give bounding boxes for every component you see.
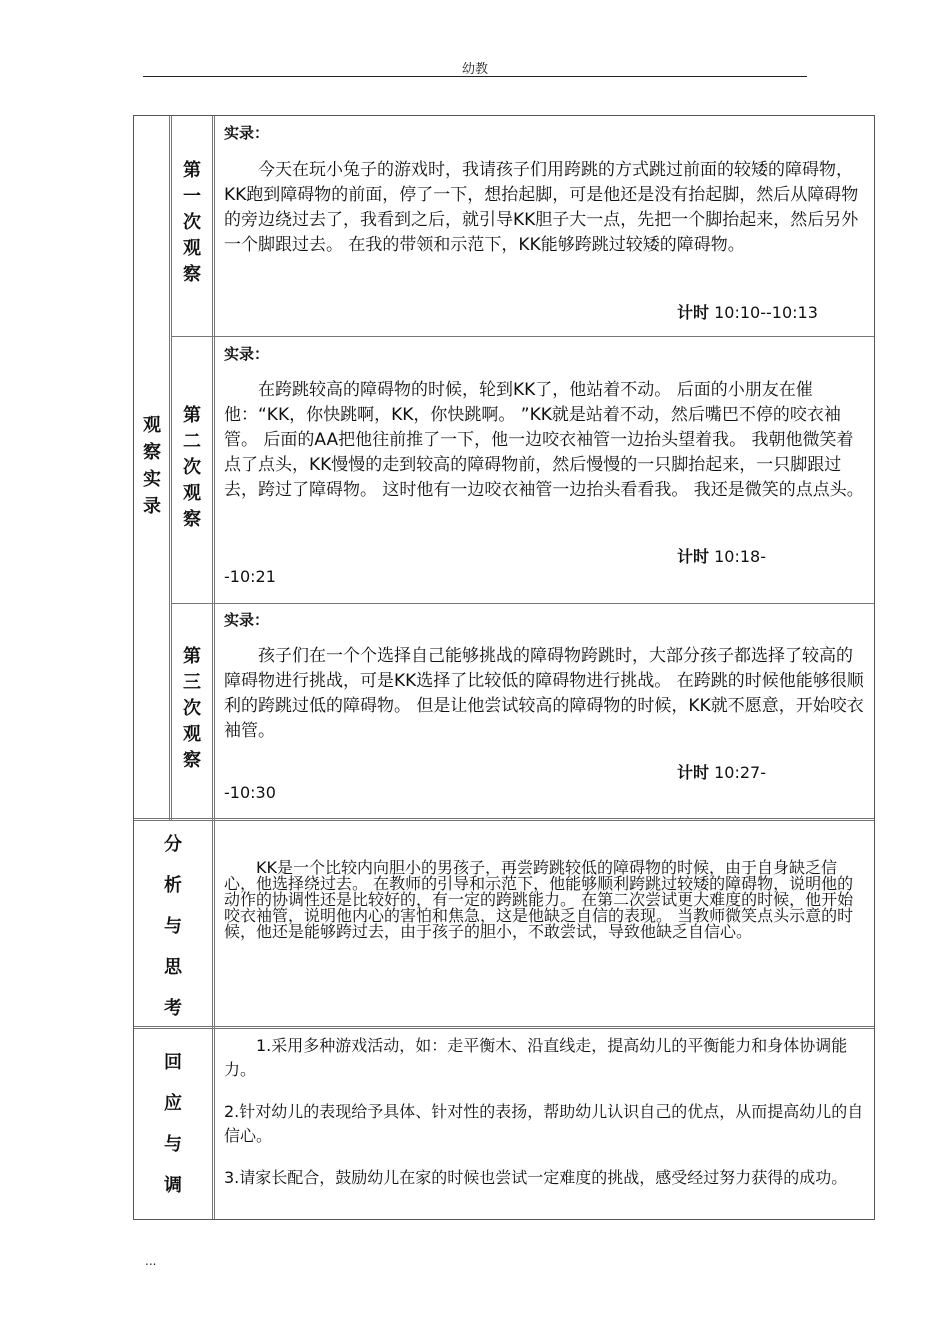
observation-table [133, 115, 875, 1220]
observation-3-text: 孩子们在一个个选择自己能够挑战的障碍物跨跳时，大部分孩子都选择了较高的障碍物进行挑战，可是KK选择了比较低的障碍物进行挑战。 在跨跳的时候他能够很顺利的跨跳过低的障碍物。 但是让他尝试较高的障碍物的时候，KK就不愿意，开始咬衣袖管。 [224, 646, 864, 741]
header-rule [143, 76, 807, 77]
observation-1-body [224, 158, 868, 258]
time-value: 10:18- [709, 547, 766, 566]
time-label: 计时 [677, 547, 710, 566]
observation-1-heading: 实录： [224, 124, 270, 142]
observation-1-text: 今天在玩小兔子的游戏时，我请孩子们用跨跳的方式跳过前面的较矮的障碍物，KK跑到障碍物的前面，停了一下，想抬起脚，可是他还是没有抬起脚，然后从障碍物的旁边绕过去了，我看到之后，就引导KK胆子大一点，先把一个脚抬起来，然后另外一个脚跟过去。 在我的带领和示范下，KK能够跨跳过较矮的障碍物。 [224, 160, 859, 255]
response-label [134, 1042, 212, 1206]
observation-2-text: 在跨跳较高的障碍物的时候，轮到KK了，他站着不动。 后面的小朋友在催他：“KK，你快跳啊，KK，你快跳啊。 ”KK就是站着不动，然后嘴巴不停的咬衣袖管。 后面的AA把他往前推了一下，他一边咬衣袖管一边抬头望着我。 我朝他微笑着点了点头，KK慢慢的走到较高的障碍物前，然后慢慢的一只脚抬起来，一只脚跟过去，跨过了障碍物。 这时他有一边咬衣袖管一边抬头看看我。 我还是微笑的点点头。 [224, 380, 864, 500]
response-item-1: 1.采用多种游戏活动，如：走平衡木、沿直线走，提高幼儿的平衡能力和身体协调能力。 [224, 1036, 848, 1079]
label-char: 察 [143, 442, 161, 463]
label-char: 观 [183, 238, 201, 259]
label-char: 观 [183, 483, 201, 504]
label-char: 分 [164, 834, 182, 855]
observation-2-time-line1 [677, 544, 766, 567]
time-label: 计时 [677, 763, 710, 782]
response-body [224, 1034, 868, 1190]
observation-3-time-line2: -10:30 [224, 783, 276, 802]
label-char: 二 [183, 431, 201, 452]
analysis-text: KK是一个比较内向胆小的男孩子，再尝跨跳较低的障碍物的时候，由于自身缺乏信心，他选择绕过去。 在教师的引导和示范下，他能够顺利跨跳过较矮的障碍物，说明他的动作的协调性还是比较好的，有一定的跨跳能力。 在第二次尝试更大难度的时候，他开始咬衣袖管，说明他内心的害怕和焦急，这是他缺乏自信的表现。 当教师微笑点头示意的时候，他还是能够跨过去，由于孩子的胆小，不敢尝试，导致他缺乏自信心。 [224, 858, 854, 941]
observation-2-time-line2: -10:21 [224, 567, 276, 586]
label-char: 析 [164, 875, 182, 896]
label-char: 察 [183, 264, 201, 285]
header-title: 幼教 [461, 62, 488, 77]
row-divider-4 [134, 1026, 874, 1029]
label-char: 一 [183, 186, 201, 207]
time-value: 10:10--10:13 [709, 303, 818, 322]
label-char: 应 [164, 1093, 182, 1114]
row-divider-2 [172, 603, 874, 604]
observation-1-time [677, 300, 818, 323]
analysis-body [224, 860, 868, 940]
label-char: 察 [183, 509, 201, 530]
observation-3-label [172, 644, 212, 774]
observation-3-time-line1 [677, 760, 766, 783]
label-char: 与 [164, 916, 182, 937]
observation-2-body [224, 378, 868, 503]
label-char: 与 [164, 1134, 182, 1155]
label-char: 三 [183, 672, 201, 693]
row-divider-3 [134, 818, 874, 821]
label-char: 回 [164, 1052, 182, 1073]
analysis-label [134, 824, 212, 1029]
label-char: 次 [183, 212, 201, 233]
section-label-observation [134, 412, 170, 520]
label-char: 第 [183, 160, 201, 181]
observation-1-label [172, 158, 212, 288]
footer-text: ... [145, 1254, 157, 1268]
label-char: 考 [164, 998, 182, 1019]
response-item-3: 3.请家长配合，鼓励幼儿在家的时候也尝试一定难度的挑战，感受经过努力获得的成功。 [224, 1168, 848, 1187]
label-char: 思 [164, 957, 182, 978]
label-char: 录 [143, 496, 161, 517]
observation-2-heading: 实录： [224, 345, 270, 363]
observation-2-label [172, 403, 212, 533]
label-char: 调 [164, 1175, 182, 1196]
row-divider-1 [172, 336, 874, 337]
label-char: 观 [183, 724, 201, 745]
response-item-2: 2.针对幼儿的表现给予具体、针对性的表扬，帮助幼儿认识自己的优点，从而提高幼儿的自信心。 [224, 1102, 864, 1145]
label-char: 第 [183, 405, 201, 426]
label-char: 第 [183, 646, 201, 667]
observation-3-body [224, 644, 868, 744]
col-divider-2 [212, 116, 215, 1219]
time-label: 计时 [677, 303, 710, 322]
label-char: 观 [143, 415, 161, 436]
label-char: 次 [183, 698, 201, 719]
label-char: 次 [183, 457, 201, 478]
label-char: 察 [183, 750, 201, 771]
label-char: 实 [143, 469, 161, 490]
time-value: 10:27- [709, 763, 766, 782]
observation-3-heading: 实录： [224, 611, 270, 629]
